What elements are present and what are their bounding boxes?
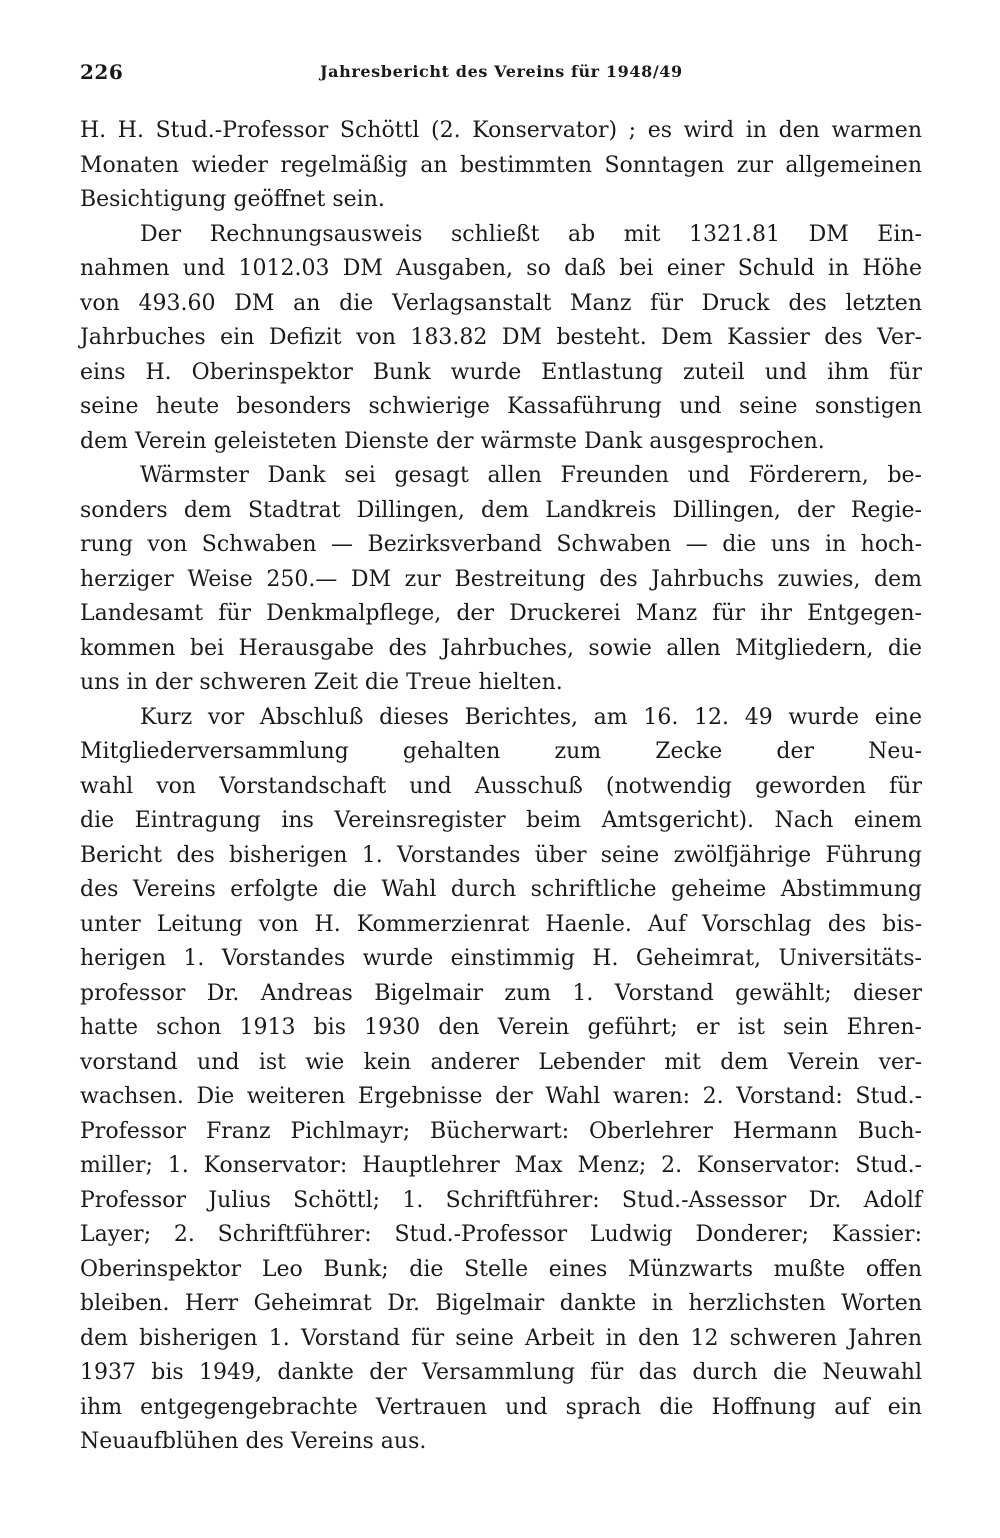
text-line: dem Verein geleisteten Dienste der wärmste Dank ausgesprochen. (80, 428, 825, 454)
text-line: eins H. Oberinspektor Bunk wurde Entlastung zuteil und ihm für (80, 359, 922, 385)
text-line: unter Leitung von H. Kommerzienrat Haenle. Auf Vorschlag des bis- (80, 911, 922, 937)
text-line: Bericht des bisherigen 1. Vorstandes über seine zwölfjährige Führung (80, 842, 922, 868)
text-line: rung von Schwaben — Bezirksverband Schwaben — die uns in hoch- (80, 532, 922, 557)
text-line: Monaten wieder regelmäßig an bestimmten Sonntagen zur allgemeinen (80, 152, 922, 178)
running-head (80, 60, 920, 90)
text-line: professor Dr. Andreas Bigelmair zum 1. Vorstand gewählt; dieser (80, 980, 922, 1006)
text-line: hatte schon 1913 bis 1930 den Verein geführt; er ist sein Ehren- (80, 1015, 922, 1040)
paragraph-first-line: Wärmster Dank sei gesagt allen Freunden und Förderern, be- (140, 463, 922, 488)
text-line: sonders dem Stadtrat Dillingen, dem Landkreis Dillingen, der Regie- (80, 497, 922, 523)
text-line: Jahrbuches ein Defizit von 183.82 DM besteht. Dem Kassier des Ver- (80, 325, 922, 350)
text-line: Neuaufblühen des Vereins aus. (80, 1429, 427, 1454)
text-line: herziger Weise 250.— DM zur Bestreitung des Jahrbuchs zuwies, dem (80, 566, 922, 592)
text-line: Oberinspektor Leo Bunk; die Stelle eines Münzwarts mußte offen (80, 1256, 922, 1282)
text-line: dem bisherigen 1. Vorstand für seine Arbeit in den 12 schweren Jahren (80, 1325, 922, 1351)
text-line: Besichtigung geöffnet sein. (80, 187, 385, 212)
text-line: H. H. Stud.-Professor Schöttl (2. Konservator) ; es wird in den warmen (80, 118, 922, 143)
text-line: des Vereins erfolgte die Wahl durch schriftliche geheime Abstimmung (80, 877, 922, 902)
paragraph-first-line: Kurz vor Abschluß dieses Berichtes, am 16. 12. 49 wurde eine (140, 704, 922, 730)
text-line: vorstand und ist wie kein anderer Lebender mit dem Verein ver- (80, 1049, 922, 1075)
text-line: herigen 1. Vorstandes wurde einstimmig H. Geheimrat, Universitäts- (80, 946, 922, 971)
text-line: kommen bei Herausgabe des Jahrbuches, sowie allen Mitgliedern, die (80, 635, 922, 661)
text-line: seine heute besonders schwierige Kassaführung und seine sonstigen (80, 394, 922, 419)
text-line: wachsen. Die weiteren Ergebnisse der Wahl waren: 2. Vorstand: Stud.- (80, 1084, 922, 1109)
text-line: uns in der schweren Zeit die Treue hielten. (80, 670, 563, 695)
text-line: miller; 1. Konservator: Hauptlehrer Max Menz; 2. Konservator: Stud.- (80, 1153, 922, 1178)
text-line: Landesamt für Denkmalpflege, der Druckerei Manz für ihr Entgegen- (80, 601, 922, 626)
text-line: wahl von Vorstandschaft und Ausschuß (notwendig geworden für (80, 773, 922, 799)
text-line: 1937 bis 1949, dankte der Versammlung für das durch die Neuwahl (80, 1360, 922, 1385)
text-line: bleiben. Herr Geheimrat Dr. Bigelmair dankte in herzlichsten Worten (80, 1291, 922, 1316)
body-text (80, 114, 922, 1460)
text-line: Professor Franz Pichlmayr; Bücherwart: Oberlehrer Hermann Buch- (80, 1118, 922, 1144)
text-line: Layer; 2. Schriftführer: Stud.-Professor Ludwig Donderer; Kassier: (80, 1222, 922, 1247)
text-line: die Eintragung ins Vereinsregister beim Amtsgericht). Nach einem (80, 808, 922, 833)
text-line: Mitgliederversammlung gehalten zum Zecke der Neu- (80, 739, 922, 764)
page-number: 226 (80, 60, 124, 84)
text-line: ihm entgegengebrachte Vertrauen und sprach die Hoffnung auf ein (80, 1394, 922, 1420)
text-line: nahmen und 1012.03 DM Ausgaben, so daß bei einer Schuld in Höhe (80, 256, 922, 281)
text-line: von 493.60 DM an die Verlagsanstalt Manz für Druck des letzten (80, 290, 922, 316)
text-line: Professor Julius Schöttl; 1. Schriftführer: Stud.-Assessor Dr. Adolf (80, 1187, 922, 1213)
running-title: Jahresbericht des Vereins für 1948/49 (320, 62, 683, 81)
paragraph-first-line: Der Rechnungsausweis schließt ab mit 1321.81 DM Ein- (140, 221, 922, 247)
